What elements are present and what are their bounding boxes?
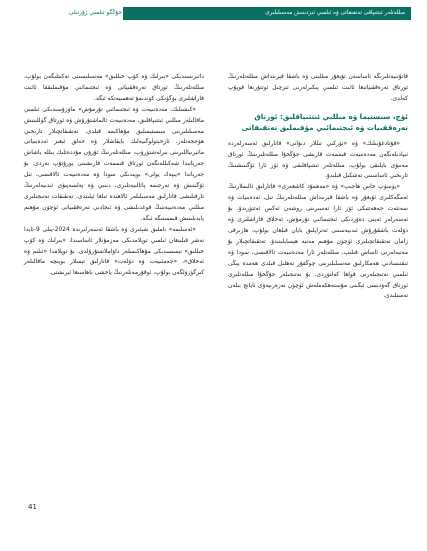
body-paragraph: دائىرىسىدىكى «بىرلىك ۋە كۆپ خىللىق» مەسىلىسىنى تەكىتلىگەن بولۇپ، مىللەتلەرنىڭ ئورتاق تەرەققىياتى ۋە ئىجتىمائىي مۇقىملىققا ئائىت قاراشلىرى بۈگۈنكى كۈندىمۇ ئەھمىيەتكە ئىگە. — [24, 74, 204, 102]
body-paragraph: «ئەسلىمە» ناملىق شېئىرى ۋە باشقا ئەسەرلىرىدە 2024-يىلى 9-ئايدا نەشر قىلىنغان ئىلمىي توپلامدىكى مەزمۇنلار ئاساسىدا، «بىرلىك ۋە كۆپ خىللىق» تېمىسىدىكى مۇھاكىمىلەر داۋاملاشتۇرۇلدى. بۇ توپلامدا «ئىلىم ۋە ئەخلاق»، «جەمئىيەت ۋە دۆلەت» قاتارلىق تېمىلار بويىچە ماقالىلەر كىرگۈزۈلگەن بولۇپ، ئوقۇرمەنلەرنىڭ ياخشى باھاسىغا ئېرىشتى. — [24, 226, 204, 277]
right-text-column — [228, 72, 408, 302]
body-paragraph: «يۈسۈپ خاس ھاجىپ» ۋە «مەھمۇد كاشغەرى» قاتارلىق ئالىملارنىڭ ئەمگەكلىرى ئۇيغۇر ۋە باشقا قېرىنداش مىللەتلەرنىڭ تىل، ئەدەبىيات ۋە سەنئەت جەھەتتىكى ئۆز ئارا تەسىرىنى روشەن ئەكس ئەتتۈرىدۇ. بۇ ئەسەرلەر ئەينى دەۋردىكى ئىجتىمائىي تۇرمۇش، ئەخلاق قاراشلىرى ۋە دۆلەت باشقۇرۇش ئىدىيەسىنى ئەتراپلىق بايان قىلغان بولۇپ، ھازىرقى زامان تەتقىقاتچىلىرى ئۈچۈن مۇھىم مەنبە ھېسابلىنىدۇ. تەتقىقاتچىلار بۇ مەنبەلەرنى ئاساس قىلىپ، مىللەتلەر ئارا مەدەنىيەت ئالاقىسى، سودا ۋە ئىقتىسادىي ھەمكارلىق مەسىلىلىرىنى چوڭقۇر تەھلىل قىلدى ھەمدە يېڭى ئىلمىي نەتىجىلەرنى قولغا كەلتۈردى. بۇ نەتىجىلەر جۇڭخۇا مىللەتلىرى ئورتاق گەۋدىسى ئېڭىنى مۇستەھكەملەش ئۈچۈن نەزەرىيەۋى تايانچ بىلەن تەمىنلىدى. — [228, 184, 408, 300]
body-paragraph: «كىشىلىك، مەدەنىيەت ۋە ئىجتىمائىي تۇرمۇش» ماۋزۇسىدىكى ئىلمىي ماقالىلەر مىللىي ئىتتىپاقلىق، مەدەنىيەت ئالماشتۇرۇش ۋە ئورتاق گۈللىنىش مەسىلىلىرىنى سىستېمىلىق مۇھاكىمە قىلدى. تەتقىقاتچىلار تارىخىي ھۆججەتلەر، ئارخېئولوگىيەلىك بايقاشلار ۋە خەلق ئېغىز ئەدەبىياتى ماتېرىياللىرىنى بىرلەشتۈرۈپ، مىللەتلەرنىڭ ئۇزۇن مۇددەتلىك بىللە ياشاش جەريانىدا شەكىللەنگەن ئورتاق قىممەت قارىشىنى يورۇتۇپ بەردى. بۇ جەرياندا «يىپەك يولى» بويىدىكى سودا ۋە مەدەنىيەت ئالاقىسى، تىل ئۆگىنىش ۋە تەرجىمە پائالىيەتلىرى، دىنىي ۋە پەلسەپىۋى ئىدىيەلەرنىڭ تارقىلىشى قاتارلىق مەسىلىلەر ئالاھىدە تىلغا ئېلىندى. تەتقىقات نەتىجىلىرى مىللىي مەدەنىيەتنىڭ قوغدىلىشى ۋە ئىجادىي تەرەققىياتى ئۈچۈن مۇھىم پايدىلىنىش قىممىتىگە ئىگە. — [24, 106, 204, 222]
journal-name-label: جۇڭگو ئىلمىي ژۇرنىلى — [69, 10, 122, 16]
section-subheading: ئۈچ، سىستېما ۋە مىللىي ئىتتىپاقلىق: ئورتاق تەرەققىيات ۋە ئىجتىمائىي مۇقىملىق تەتقىقاتى — [241, 111, 408, 132]
left-text-column — [24, 72, 204, 279]
body-paragraph: «قۇتادغۇبىلىك» ۋە «تۈركىي تىللار دىۋانى» قاتارلىق ئەسەرلەردە ئىپادىلەنگەن مەدەنىيەت قىممەت قارىشى جۇڭخۇا مىللەتلىرىنىڭ ئورتاق مەنىۋى بايلىقى بولۇپ، مىللەتلەر ئىتتىپاقلىقى ۋە ئۆز ئارا ئۆگىنىشنىڭ تارىخىي ئاساسىنى تەشكىل قىلىدۇ. — [228, 140, 408, 180]
intro-paragraph: قانۇنىيەتلىرىگە ئاساسەن ئۇيغۇر مىللىتى ۋە باشقا قېرىنداش مىللەتلەرنىڭ ئورتاق تەرەققىياتىغا ئائىت ئىلمىي پىكىرلەرنى ئىزچىل ئوتتۇرىغا قويۇپ كەلدى. — [228, 74, 408, 102]
running-header-banner: مىللەتلەر ئىتتىپاقى تەتقىقاتى ۋە ئىلمىي ئىزدىنىش مەسىلىلىرى — [123, 7, 411, 20]
page-number: 41 — [28, 503, 37, 511]
